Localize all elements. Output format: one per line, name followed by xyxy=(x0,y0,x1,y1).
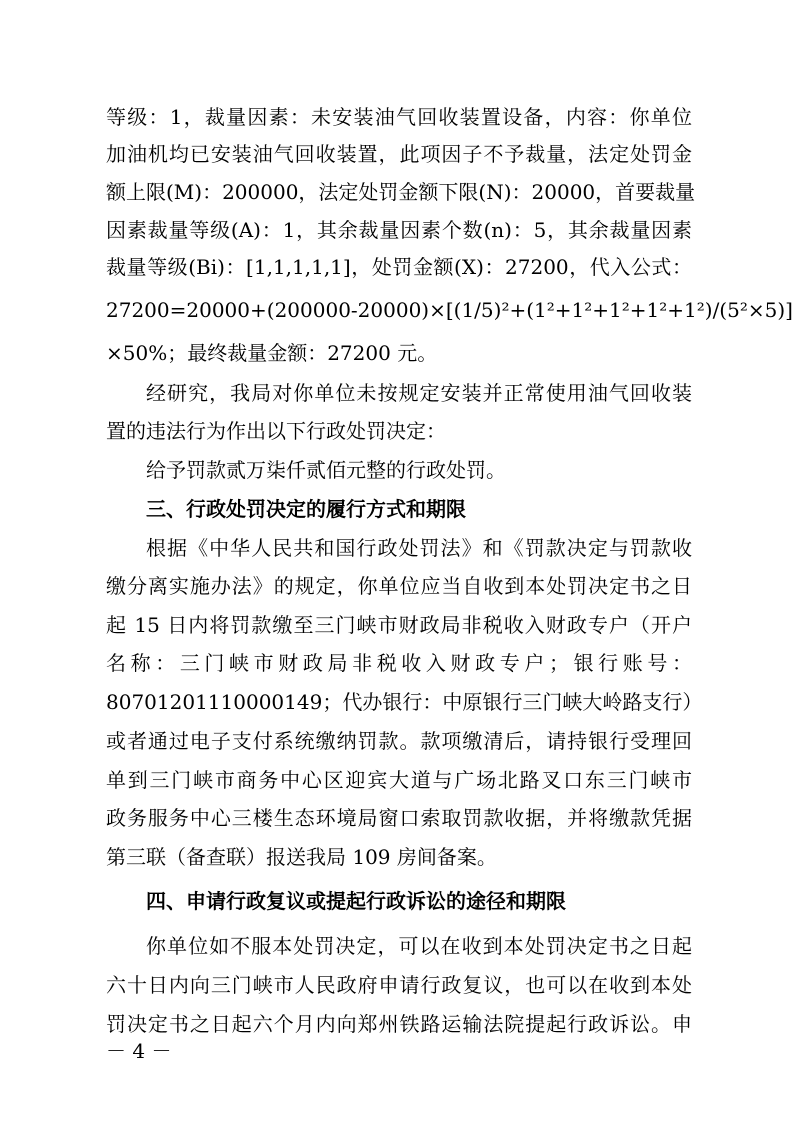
text-line: 缴分离实施办法》的规定，你单位应当自收到本处罚决定书之日 xyxy=(106,574,692,598)
text-line: 起 15 日内将罚款缴至三门峡市财政局非税收入财政专户（开户 xyxy=(106,613,692,637)
text-line: 置的违法行为作出以下行政处罚决定： xyxy=(106,419,446,443)
text-line: 单到三门峡市商务中心区迎宾大道与广场北路叉口东三门峡市 xyxy=(106,768,692,792)
section-heading-3: 三、行政处罚决定的履行方式和期限 xyxy=(146,497,466,521)
formula-line: 27200=20000+(200000-20000)×[(1/5)²+(1²+1²+1²+1²+1²)/(5²×5)] xyxy=(106,298,793,322)
text-line: 等级：1，裁量因素：未安装油气回收装置设备，内容：你单位 xyxy=(106,105,692,129)
text-line: 罚决定书之日起六个月内向郑州铁路运输法院提起行政诉讼。申 xyxy=(106,1012,692,1036)
text-line: 第三联（备查联）报送我局 109 房间备案。 xyxy=(106,845,497,869)
section-heading-4: 四、申请行政复议或提起行政诉讼的途径和期限 xyxy=(146,889,566,913)
text-line: 经研究，我局对你单位未按规定安装并正常使用油气回收装 xyxy=(146,381,692,405)
text-line: 因素裁量等级(A)：1，其余裁量因素个数(n)：5，其余裁量因素 xyxy=(106,218,692,242)
page-number: － 4 － xyxy=(106,1039,172,1063)
text-line: 裁量等级(Bi)：[1,1,1,1,1]，处罚金额(X)：27200，代入公式： xyxy=(106,255,692,279)
text-line: ×50%；最终裁量金额：27200 元。 xyxy=(106,341,438,365)
text-line: 80701201110000149；代办银行：中原银行三门峡大岭路支行） xyxy=(106,690,703,714)
text-line: 根据《中华人民共和国行政处罚法》和《罚款决定与罚款收 xyxy=(146,536,692,560)
text-line: 或者通过电子支付系统缴纳罚款。款项缴清后，请持银行受理回 xyxy=(106,729,692,753)
text-line: 名称：三门峡市财政局非税收入财政专户；银行账号： xyxy=(106,651,692,675)
text-line: 额上限(M)：200000，法定处罚金额下限(N)：20000，首要裁量 xyxy=(106,180,696,204)
text-line: 给予罚款贰万柒仟贰佰元整的行政处罚。 xyxy=(146,458,506,482)
text-line: 加油机均已安装油气回收装置，此项因子不予裁量，法定处罚金 xyxy=(106,142,692,166)
text-line: 你单位如不服本处罚决定，可以在收到本处罚决定书之日起 xyxy=(146,934,692,958)
text-line: 政务服务中心三楼生态环境局窗口索取罚款收据，并将缴款凭据 xyxy=(106,806,692,830)
text-line: 六十日内向三门峡市人民政府申请行政复议，也可以在收到本处 xyxy=(106,973,692,997)
